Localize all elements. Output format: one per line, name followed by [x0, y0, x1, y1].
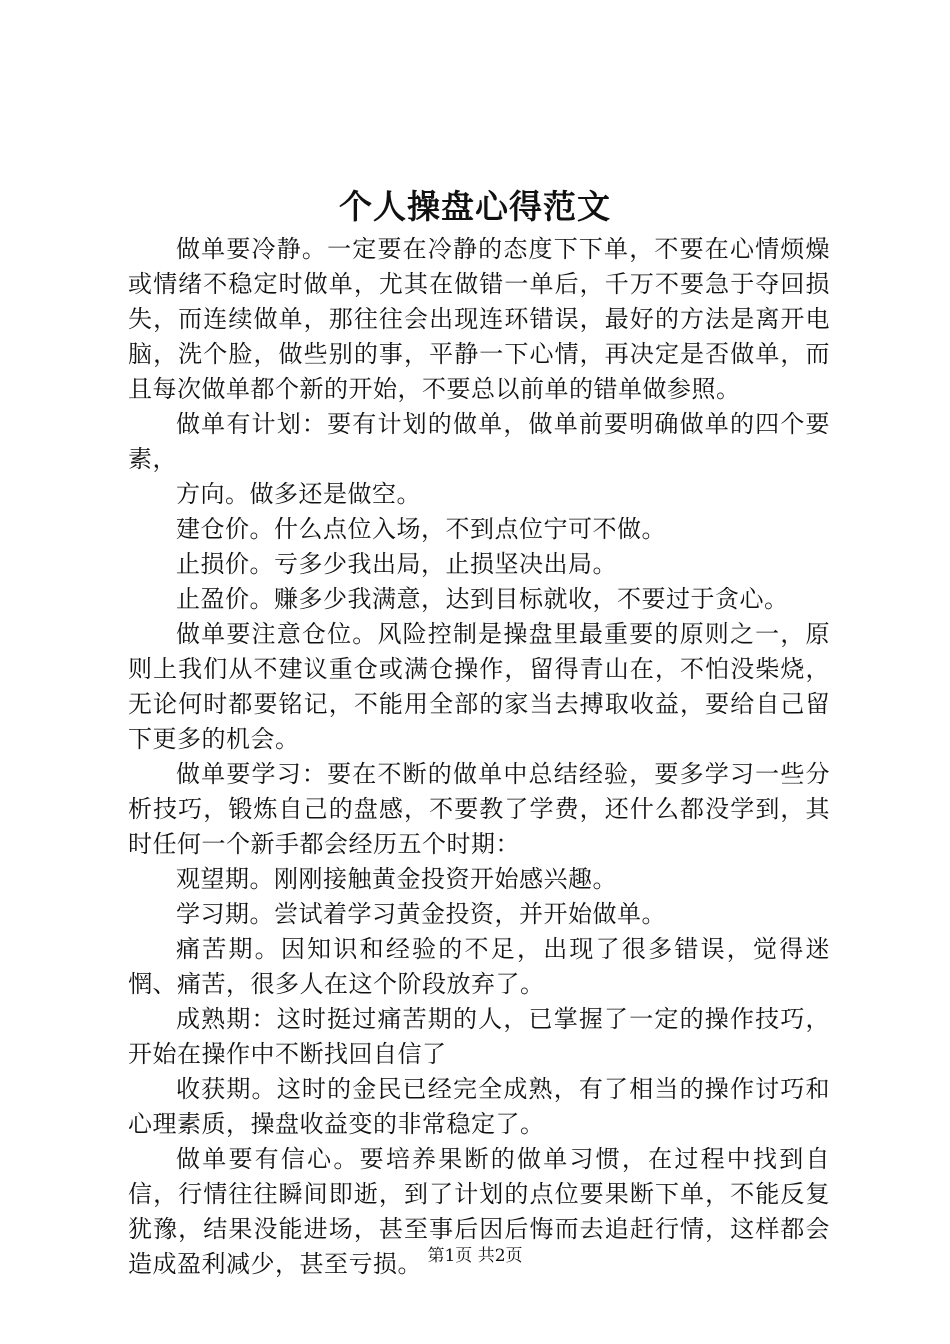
document-body — [128, 232, 830, 1282]
paragraph-painful-stage: 痛苦期。因知识和经验的不足，出现了很多错误，觉得迷惘、痛苦，很多人在这个阶段放弃了。 — [128, 935, 830, 998]
paragraph-entry-price: 建仓价。什么点位入场，不到点位宁可不做。 — [176, 515, 666, 543]
paragraph-harvest-stage: 收获期。这时的金民已经完全成熟，有了相当的操作讨巧和心理素质，操盘收益变的非常稳定了。 — [128, 1075, 830, 1138]
paragraph-position-size: 做单要注意仓位。风险控制是操盘里最重要的原则之一，原则上我们从不建议重仓或满仓操作，留得青山在，不怕没柴烧，无论何时都要铭记，不能用全部的家当去搏取收益，要给自己留下更多的机会。 — [128, 620, 830, 753]
paragraph-confidence: 做单要有信心。要培养果断的做单习惯，在过程中找到自信，行情往往瞬间即逝，到了计划的点位要果断下单，不能反复犹豫，结果没能进场，甚至事后因后悔而去追赶行情，这样都会造成盈利减少，甚至亏损。 — [128, 1145, 830, 1278]
paragraph-trading-plan: 做单有计划：要有计划的做单，做单前要明确做单的四个要素， — [128, 410, 830, 473]
page-number-footer: 第1页 共2页 — [427, 1246, 523, 1266]
paragraph-learning: 做单要学习：要在不断的做单中总结经验，要多学习一些分析技巧，锻炼自己的盘感，不要教了学费，还什么都没学到，其时任何一个新手都会经历五个时期： — [128, 760, 830, 858]
paragraph-direction: 方向。做多还是做空。 — [176, 480, 421, 508]
document-title: 个人操盘心得范文 — [339, 187, 611, 226]
paragraph-calm-trading: 做单要冷静。一定要在冷静的态度下下单，不要在心情烦燥或情绪不稳定时做单，尤其在做错一单后，千万不要急于夺回损失，而连续做单，那往往会出现连环错误，最好的方法是离开电脑，洗个脸，做些别的事，平静一下心情，再决定是否做单，而且每次做单都个新的开始，不要总以前单的错单做参照。 — [128, 235, 830, 403]
paragraph-take-profit: 止盈价。赚多少我满意，达到目标就收，不要过于贪心。 — [176, 585, 789, 613]
paragraph-mature-stage: 成熟期：这时挺过痛苦期的人，已掌握了一定的操作技巧，开始在操作中不断找回自信了 — [128, 1005, 830, 1068]
paragraph-learning-stage: 学习期。尝试着学习黄金投资，并开始做单。 — [176, 900, 666, 928]
paragraph-observation-stage: 观望期。刚刚接触黄金投资开始感兴趣。 — [176, 865, 617, 893]
paragraph-stop-loss: 止损价。亏多少我出局，止损坚决出局。 — [176, 550, 617, 578]
